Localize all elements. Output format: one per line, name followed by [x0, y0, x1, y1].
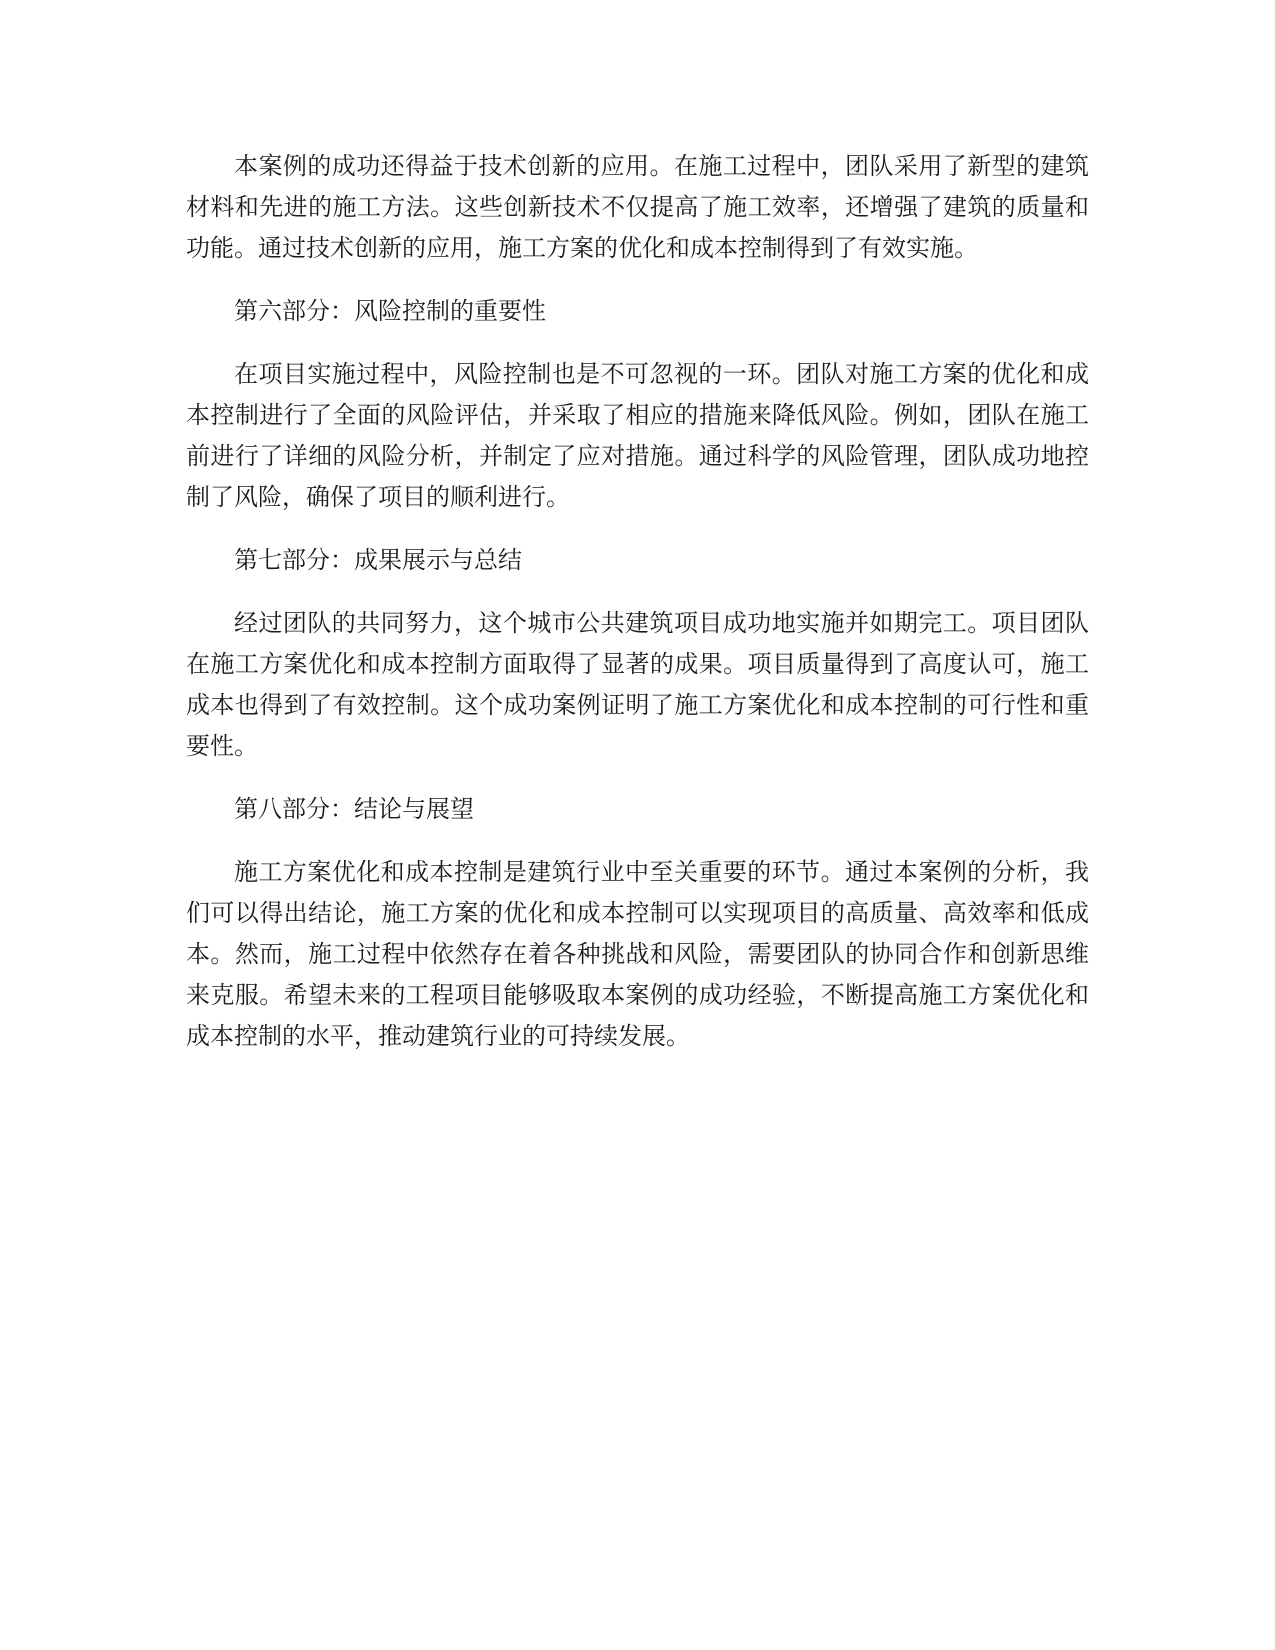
- paragraph-results: 经过团队的共同努力，这个城市公共建筑项目成功地实施并如期完工。项目团队在施工方案优化和成本控制方面取得了显著的成果。项目质量得到了高度认可，施工成本也得到了有效控制。这个成功案例证明了施工方案优化和成本控制的可行性和重要性。: [186, 609, 1089, 760]
- paragraph-tech-innovation: 本案例的成功还得益于技术创新的应用。在施工过程中，团队采用了新型的建筑材料和先进的施工方法。这些创新技术不仅提高了施工效率，还增强了建筑的质量和功能。通过技术创新的应用，施工方案的优化和成本控制得到了有效实施。: [186, 152, 1089, 262]
- paragraph-risk-control: 在项目实施过程中，风险控制也是不可忽视的一环。团队对施工方案的优化和成本控制进行了全面的风险评估，并采取了相应的措施来降低风险。例如，团队在施工前进行了详细的风险分析，并制定了应对措施。通过科学的风险管理，团队成功地控制了风险，确保了项目的顺利进行。: [186, 360, 1089, 511]
- document-body: [186, 146, 1089, 1079]
- paragraph-conclusion: 施工方案优化和成本控制是建筑行业中至关重要的环节。通过本案例的分析，我们可以得出结论，施工方案的优化和成本控制可以实现项目的高质量、高效率和低成本。然而，施工过程中依然存在着各种挑战和风险，需要团队的协同合作和创新思维来克服。希望未来的工程项目能够吸取本案例的成功经验，不断提高施工方案优化和成本控制的水平，推动建筑行业的可持续发展。: [186, 858, 1089, 1050]
- heading-part-six: 第六部分：风险控制的重要性: [234, 297, 546, 325]
- heading-part-seven: 第七部分：成果展示与总结: [234, 546, 522, 574]
- heading-part-eight: 第八部分：结论与展望: [234, 795, 474, 823]
